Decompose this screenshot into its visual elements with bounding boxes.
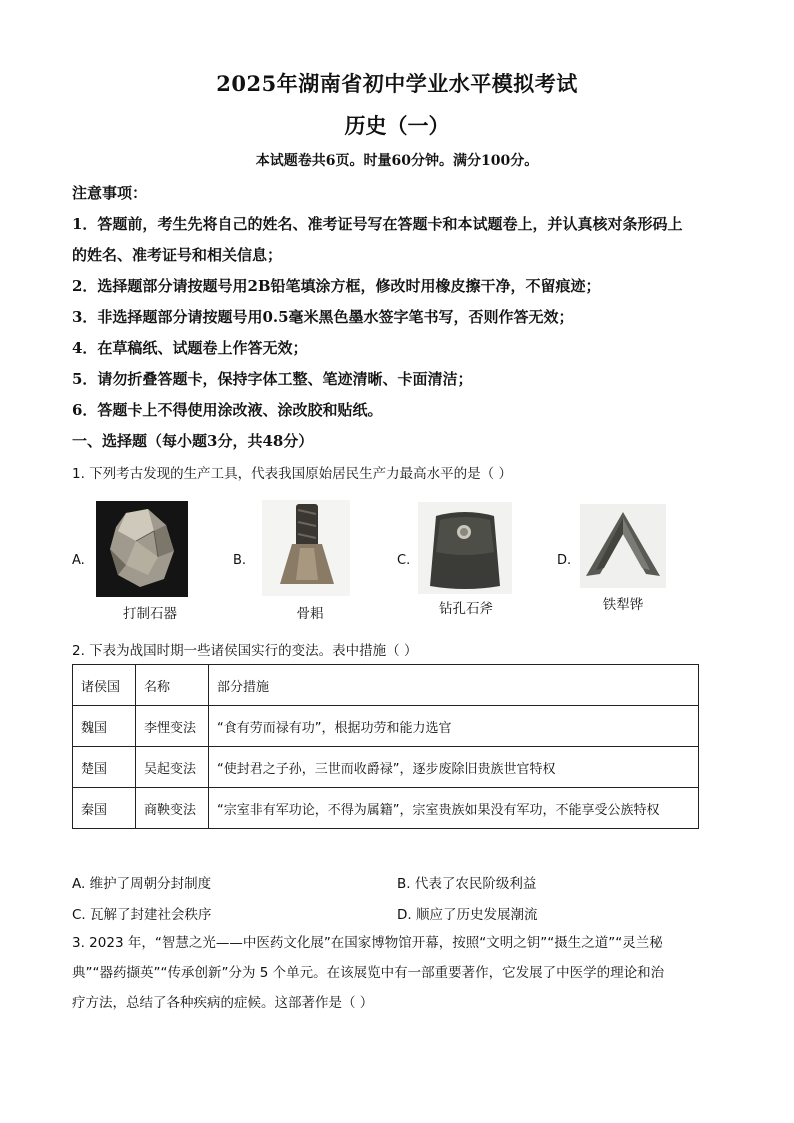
option-c-caption: 钻孔石斧 — [439, 601, 493, 617]
question-3-line: 疗方法，总结了各种疾病的症候。这部著作是（ ） — [72, 995, 374, 1011]
perforated-stone-axe-image — [418, 502, 512, 594]
question-3-stem — [72, 928, 724, 1018]
table-cell: 秦国 — [73, 788, 136, 829]
table-header-cell: 诸侯国 — [73, 665, 136, 706]
question-2-option-d: D. 顺应了历史发展潮流 — [397, 907, 538, 923]
note-item: 5．请勿折叠答题卡，保持字体工整、笔迹清晰、卡面清洁； — [72, 370, 473, 388]
reform-table — [72, 664, 699, 829]
note-item: 3．非选择题部分请按题号用0.5毫米黑色墨水签字笔书写，否则作答无效； — [72, 308, 574, 326]
question-2-option-c: C. 瓦解了封建社会秩序 — [72, 907, 212, 923]
question-3-line: 典”“器药撷英”“传承创新”分为 5 个单元。在该展览中有一部重要著作，它发展了中医学的理论和治 — [72, 965, 665, 981]
notes-heading: 注意事项： — [72, 184, 148, 202]
option-b-letter: B. — [233, 553, 247, 568]
table-cell: 李悝变法 — [136, 706, 209, 747]
table-row — [73, 788, 699, 829]
option-a-letter: A. — [72, 553, 85, 568]
exam-info: 本试题卷共6页。时量60分钟。满分100分。 — [255, 153, 539, 169]
option-a-caption: 打制石器 — [123, 606, 177, 622]
note-item: 2．选择题部分请按题号用2B铅笔填涂方框，修改时用橡皮擦干净，不留痕迹； — [72, 277, 601, 295]
option-d-letter: D. — [557, 553, 572, 568]
note-item: 6．答题卡上不得使用涂改液、涂改胶和贴纸。 — [72, 401, 383, 419]
note-item: 1．答题前，考生先将自己的姓名、准考证号写在答题卡和本试题卷上，并认真核对条形码上 — [72, 215, 683, 233]
table-cell: 楚国 — [73, 747, 136, 788]
option-c-letter: C. — [397, 553, 411, 568]
option-d-caption: 铁犁铧 — [602, 597, 644, 613]
table-cell: “食有劳而禄有功”，根据功劳和能力选官 — [209, 706, 699, 747]
table-cell: 吴起变法 — [136, 747, 209, 788]
question-2-option-b: B. 代表了农民阶级利益 — [397, 876, 537, 892]
table-row — [73, 747, 699, 788]
table-header-cell: 部分措施 — [209, 665, 699, 706]
table-cell: “宗室非有军功论，不得为属籍”，宗室贵族如果没有军功，不能享受公族特权 — [209, 788, 699, 829]
question-2-option-a: A. 维护了周朝分封制度 — [72, 876, 212, 892]
section-heading: 一、选择题（每小题3分，共48分） — [72, 432, 314, 450]
table-row — [73, 706, 699, 747]
table-cell: “使封君之子孙，三世而收爵禄”，逐步废除旧贵族世官特权 — [209, 747, 699, 788]
question-2-stem: 2. 下表为战国时期一些诸侯国实行的变法。表中措施（ ） — [72, 643, 418, 659]
iron-ploughshare-image — [580, 504, 666, 588]
question-1-stem: 1. 下列考古发现的生产工具，代表我国原始居民生产力最高水平的是（ ） — [72, 466, 512, 482]
bone-spade-image — [262, 500, 350, 596]
exam-title: 2025年湖南省初中学业水平模拟考试 — [216, 71, 578, 96]
subject-title: 历史（一） — [344, 113, 450, 138]
question-3-line: 3. 2023 年，“智慧之光——中医药文化展”在国家博物馆开幕，按照“文明之钥”“摄生之道”“灵兰秘 — [72, 935, 663, 951]
option-b-caption: 骨耜 — [296, 606, 324, 622]
table-header-cell: 名称 — [136, 665, 209, 706]
chipped-stone-tool-image — [96, 501, 188, 597]
table-header-row — [73, 665, 699, 706]
note-item: 4．在草稿纸、试题卷上作答无效； — [72, 339, 308, 357]
table-cell: 魏国 — [73, 706, 136, 747]
table-cell: 商鞅变法 — [136, 788, 209, 829]
note-item: 的姓名、准考证号和相关信息； — [72, 246, 283, 264]
